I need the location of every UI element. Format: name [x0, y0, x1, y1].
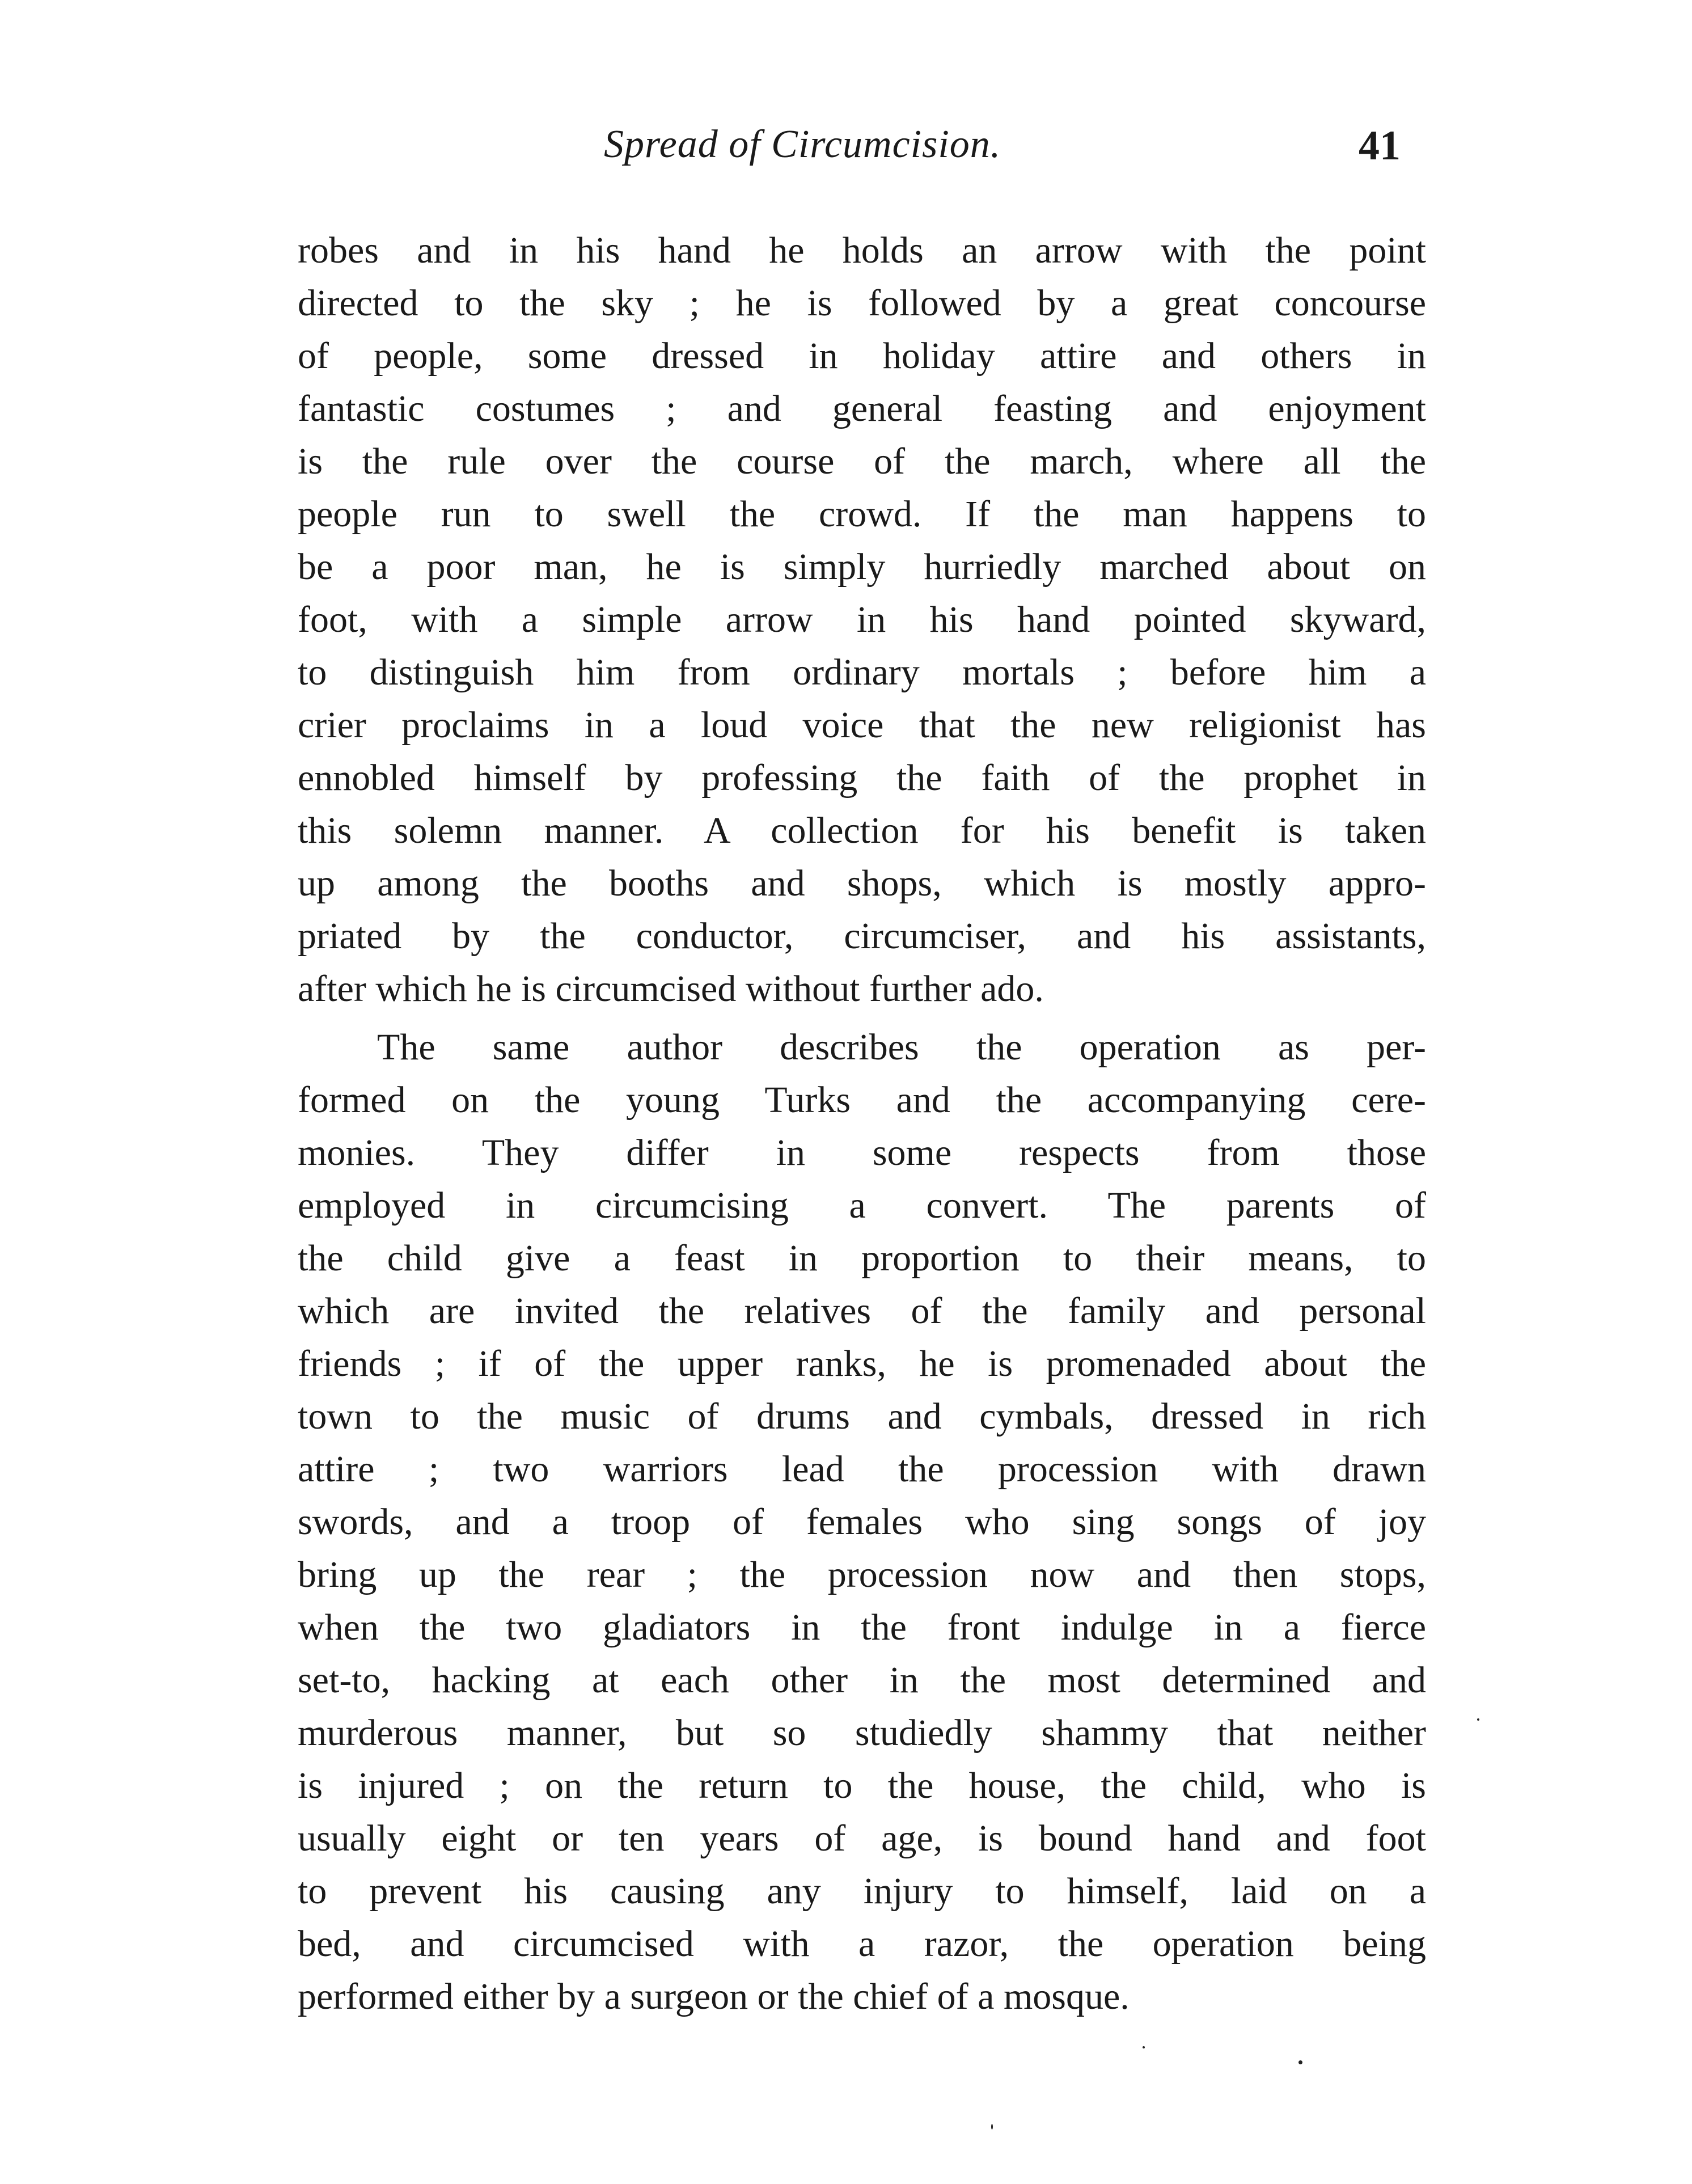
text-line: swords, and a troop of females who sing songs of joy	[298, 1501, 1426, 1543]
ink-speck	[1298, 2060, 1302, 2064]
text-line: friends ; if of the upper ranks, he is promenaded about the	[298, 1343, 1426, 1384]
text-line: performed either by a surgeon or the chief of a mosque.	[298, 1976, 1130, 2017]
text-line: The same author describes the operation as per-	[377, 1026, 1426, 1068]
text-line: usually eight or ten years of age, is bound hand and foot	[298, 1818, 1426, 1859]
text-line: be a poor man, he is simply hurriedly marched about on	[298, 546, 1426, 588]
text-line: priated by the conductor, circumciser, and his assistants,	[298, 915, 1426, 957]
text-line: set-to, hacking at each other in the most determined and	[298, 1659, 1426, 1701]
text-line: the child give a feast in proportion to their means, to	[298, 1237, 1426, 1279]
text-line: bring up the rear ; the procession now and then stops,	[298, 1554, 1426, 1595]
text-line: robes and in his hand he holds an arrow with the point	[298, 230, 1426, 271]
text-line: people run to swell the crowd. If the man happens to	[298, 493, 1426, 535]
text-line: formed on the young Turks and the accompanying cere-	[298, 1079, 1426, 1121]
paragraph-2	[298, 1021, 1426, 2023]
text-line: ennobled himself by professing the faith of the prophet in	[298, 757, 1426, 799]
text-line: to distinguish him from ordinary mortals ; before him a	[298, 652, 1426, 693]
text-line: murderous manner, but so studiedly shammy that neither	[298, 1712, 1426, 1754]
text-line: this solemn manner. A collection for his benefit is taken	[298, 810, 1426, 851]
ink-speck	[1477, 1718, 1479, 1721]
text-line: of people, some dressed in holiday attire and others in	[298, 335, 1426, 377]
text-line: is the rule over the course of the march, where all the	[298, 441, 1426, 482]
paragraph-1	[298, 224, 1426, 1015]
text-line: when the two gladiators in the front indulge in a fierce	[298, 1607, 1426, 1648]
paragraph-gap	[298, 1015, 1426, 1021]
text-line: to prevent his causing any injury to himself, laid on a	[298, 1870, 1426, 1912]
body-text	[298, 224, 1426, 2023]
text-line: crier proclaims in a loud voice that the new religionist has	[298, 704, 1426, 746]
page-number: 41	[1359, 122, 1401, 169]
text-line: after which he is circumcised without further ado.	[298, 968, 1044, 1009]
text-line: foot, with a simple arrow in his hand pointed skyward,	[298, 599, 1426, 640]
text-line: directed to the sky ; he is followed by a great concourse	[298, 282, 1426, 324]
text-line: monies. They differ in some respects from those	[298, 1132, 1426, 1173]
text-line: is injured ; on the return to the house, the child, who is	[298, 1765, 1426, 1806]
text-line: up among the booths and shops, which is mostly appro-	[298, 863, 1426, 904]
running-head	[295, 122, 1401, 184]
ink-speck	[991, 2124, 993, 2130]
running-title: Spread of Circumcision.	[604, 122, 1001, 166]
text-line: attire ; two warriors lead the procession with drawn	[298, 1448, 1426, 1490]
text-line: employed in circumcising a convert. The parents of	[298, 1185, 1426, 1226]
text-line: fantastic costumes ; and general feasting and enjoyment	[298, 388, 1426, 429]
text-line: which are invited the relatives of the family and personal	[298, 1290, 1426, 1332]
ink-speck	[1143, 2046, 1145, 2048]
text-line: bed, and circumcised with a razor, the operation being	[298, 1923, 1426, 1965]
text-line: town to the music of drums and cymbals, dressed in rich	[298, 1396, 1426, 1437]
